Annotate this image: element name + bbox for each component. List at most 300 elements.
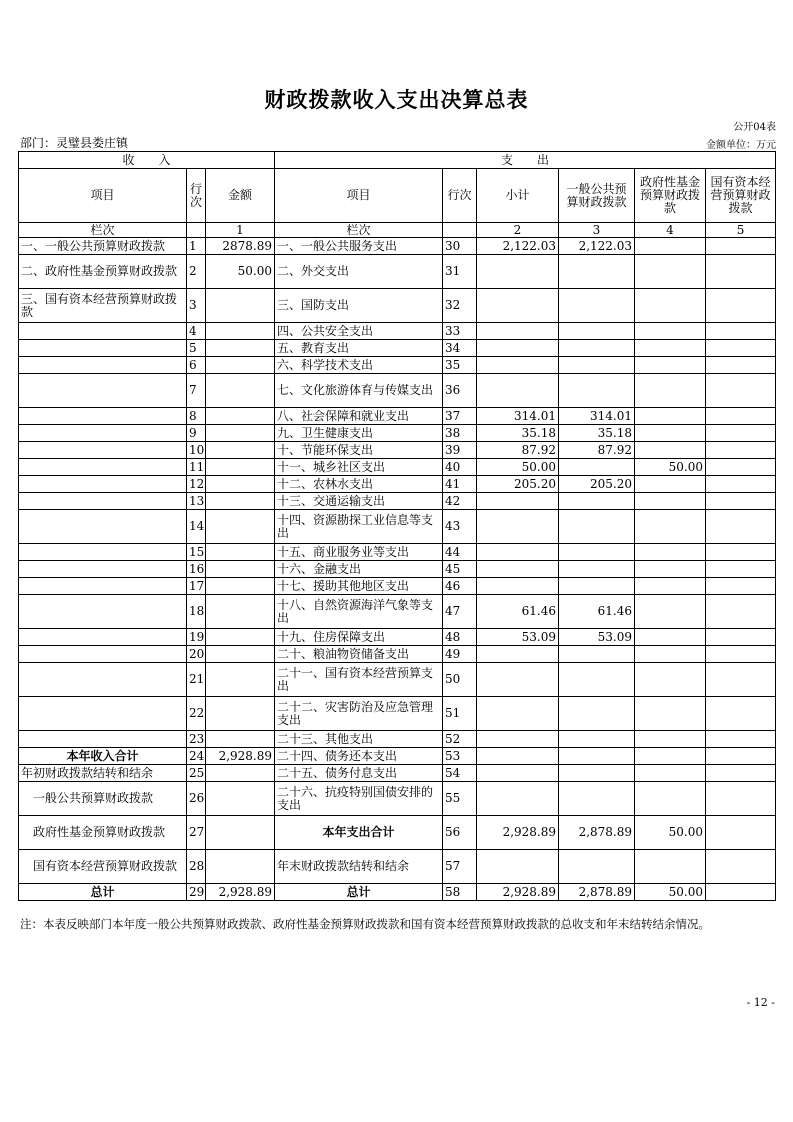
expense-item: 二、外交支出 [275, 255, 443, 289]
income-item [19, 374, 187, 408]
gov-fund-amount [635, 442, 706, 459]
income-amount [206, 340, 275, 357]
general-budget-amount [559, 459, 635, 476]
expense-line: 39 [443, 442, 477, 459]
state-capital-amount [706, 357, 776, 374]
table-row [19, 595, 776, 629]
expense-line: 43 [443, 510, 477, 544]
income-line: 4 [187, 323, 206, 340]
department-label: 部门：灵璧县娄庄镇 [20, 136, 129, 150]
expense-line: 54 [443, 765, 477, 782]
gov-fund-amount [635, 578, 706, 595]
gov-fund-amount: 50.00 [635, 816, 706, 850]
expense-line: 41 [443, 476, 477, 493]
expense-line: 40 [443, 459, 477, 476]
gov-fund-amount [635, 765, 706, 782]
general-budget-amount: 61.46 [559, 595, 635, 629]
table-row [19, 748, 776, 765]
expense-item: 二十六、抗疫特别国债安排的支出 [275, 782, 443, 816]
gov-fund-amount [635, 561, 706, 578]
expense-line: 32 [443, 289, 477, 323]
column-no-5: 5 [706, 223, 776, 238]
income-item [19, 663, 187, 697]
income-line: 27 [187, 816, 206, 850]
table-row [19, 816, 776, 850]
gov-fund-amount [635, 646, 706, 663]
subtotal-amount [477, 255, 559, 289]
expense-header: 支 出 [275, 152, 776, 169]
income-line: 16 [187, 561, 206, 578]
gov-fund-amount [635, 663, 706, 697]
expense-item: 二十三、其他支出 [275, 731, 443, 748]
income-line-header: 行次 [187, 169, 206, 223]
income-amount: 50.00 [206, 255, 275, 289]
general-budget-amount [559, 782, 635, 816]
expense-item: 十四、资源勘探工业信息等支出 [275, 510, 443, 544]
page-number: - 12 - [746, 996, 775, 1009]
gov-fund-amount [635, 731, 706, 748]
subtotal-amount [477, 663, 559, 697]
income-line: 19 [187, 629, 206, 646]
income-item [19, 323, 187, 340]
subtotal-amount: 205.20 [477, 476, 559, 493]
expense-item: 十二、农林水支出 [275, 476, 443, 493]
income-amount [206, 408, 275, 425]
gov-fund-amount [635, 850, 706, 884]
gov-fund-amount: 50.00 [635, 884, 706, 901]
table-row [19, 765, 776, 782]
income-amount [206, 782, 275, 816]
expense-item: 五、教育支出 [275, 340, 443, 357]
table-row [19, 629, 776, 646]
table-row [19, 340, 776, 357]
general-budget-amount [559, 765, 635, 782]
subtotal-amount: 35.18 [477, 425, 559, 442]
expense-item: 七、文化旅游体育与传媒支出 [275, 374, 443, 408]
expense-item: 十、节能环保支出 [275, 442, 443, 459]
expense-line: 47 [443, 595, 477, 629]
expense-item: 年末财政拨款结转和结余 [275, 850, 443, 884]
general-budget-amount [559, 374, 635, 408]
income-item: 总计 [19, 884, 187, 901]
expense-item: 总计 [275, 884, 443, 901]
subtotal-amount [477, 323, 559, 340]
state-capital-amount [706, 663, 776, 697]
table-row [19, 238, 776, 255]
subtotal-amount [477, 374, 559, 408]
general-budget-amount [559, 663, 635, 697]
subtotal-amount [477, 765, 559, 782]
state-capital-amount [706, 731, 776, 748]
income-amount [206, 850, 275, 884]
subtotal-amount [477, 544, 559, 561]
income-item [19, 629, 187, 646]
income-amount [206, 561, 275, 578]
expense-line: 36 [443, 374, 477, 408]
income-line: 8 [187, 408, 206, 425]
income-item [19, 544, 187, 561]
table-row [19, 374, 776, 408]
income-line: 22 [187, 697, 206, 731]
general-budget-amount [559, 561, 635, 578]
income-line: 11 [187, 459, 206, 476]
state-capital-amount [706, 561, 776, 578]
income-amount [206, 459, 275, 476]
expense-line: 31 [443, 255, 477, 289]
table-row [19, 357, 776, 374]
subtotal-amount [477, 731, 559, 748]
income-line: 15 [187, 544, 206, 561]
subtotal-amount [477, 510, 559, 544]
expense-line: 50 [443, 663, 477, 697]
income-item: 国有资本经营预算财政拨款 [19, 850, 187, 884]
gov-fund-amount [635, 697, 706, 731]
subtotal-amount: 2,928.89 [477, 884, 559, 901]
gov-fund-amount [635, 595, 706, 629]
income-line: 24 [187, 748, 206, 765]
expense-item: 本年支出合计 [275, 816, 443, 850]
gov-fund-amount [635, 510, 706, 544]
income-amount [206, 544, 275, 561]
income-amount [206, 510, 275, 544]
income-item [19, 357, 187, 374]
gov-fund-amount [635, 493, 706, 510]
form-number: 公开04表 [733, 122, 776, 133]
expense-line: 42 [443, 493, 477, 510]
table-row [19, 646, 776, 663]
unit-label: 金额单位：万元 [706, 140, 776, 151]
expense-item: 二十二、灾害防治及应急管理支出 [275, 697, 443, 731]
subtotal-amount [477, 748, 559, 765]
income-line: 21 [187, 663, 206, 697]
state-capital-amount [706, 374, 776, 408]
column-no-2: 2 [477, 223, 559, 238]
expense-item: 一、一般公共服务支出 [275, 238, 443, 255]
table-note: 注：本表反映部门本年度一般公共预算财政拨款、政府性基金预算财政拨款和国有资本经营预算财政拨款的总收支和年末结转结余情况。 [20, 917, 710, 931]
state-capital-amount [706, 476, 776, 493]
income-amount [206, 442, 275, 459]
gov-fund-amount [635, 323, 706, 340]
table-row [19, 408, 776, 425]
general-budget-header: 一般公共预算财政拨款 [559, 169, 635, 223]
table-row [19, 697, 776, 731]
income-item: 年初财政拨款结转和结余 [19, 765, 187, 782]
column-no-1: 1 [206, 223, 275, 238]
income-line: 2 [187, 255, 206, 289]
income-line: 14 [187, 510, 206, 544]
income-amount-header: 金额 [206, 169, 275, 223]
income-line: 26 [187, 782, 206, 816]
expense-item: 十六、金融支出 [275, 561, 443, 578]
general-budget-amount [559, 850, 635, 884]
table-row [19, 442, 776, 459]
general-budget-amount [559, 255, 635, 289]
gov-fund-amount [635, 782, 706, 816]
subtotal-amount: 50.00 [477, 459, 559, 476]
column-no-4: 4 [635, 223, 706, 238]
income-item [19, 493, 187, 510]
general-budget-amount [559, 340, 635, 357]
subtotal-amount [477, 850, 559, 884]
subtotal-amount [477, 357, 559, 374]
expense-line: 33 [443, 323, 477, 340]
state-capital-amount [706, 408, 776, 425]
general-budget-amount [559, 323, 635, 340]
subtotal-amount: 61.46 [477, 595, 559, 629]
income-item [19, 408, 187, 425]
income-item: 一般公共预算财政拨款 [19, 782, 187, 816]
income-amount [206, 646, 275, 663]
income-header: 收 入 [19, 152, 275, 169]
gov-fund-amount [635, 748, 706, 765]
page-title: 财政拨款收入支出决算总表 [264, 87, 529, 112]
income-item: 一、一般公共预算财政拨款 [19, 238, 187, 255]
expense-line: 57 [443, 850, 477, 884]
income-amount [206, 765, 275, 782]
expense-line: 46 [443, 578, 477, 595]
table-row [19, 578, 776, 595]
income-item: 三、国有资本经营预算财政拨款 [19, 289, 187, 323]
expense-line: 35 [443, 357, 477, 374]
expense-item: 十五、商业服务业等支出 [275, 544, 443, 561]
general-budget-amount: 2,878.89 [559, 884, 635, 901]
income-item: 政府性基金预算财政拨款 [19, 816, 187, 850]
income-line: 18 [187, 595, 206, 629]
income-amount [206, 476, 275, 493]
income-line: 20 [187, 646, 206, 663]
income-line: 7 [187, 374, 206, 408]
income-line: 23 [187, 731, 206, 748]
general-budget-amount: 205.20 [559, 476, 635, 493]
income-item [19, 697, 187, 731]
income-line: 17 [187, 578, 206, 595]
expense-line: 53 [443, 748, 477, 765]
expense-item: 二十一、国有资本经营预算支出 [275, 663, 443, 697]
general-budget-amount [559, 646, 635, 663]
expense-line: 52 [443, 731, 477, 748]
general-budget-amount [559, 748, 635, 765]
income-amount [206, 663, 275, 697]
general-budget-amount [559, 544, 635, 561]
expense-line: 44 [443, 544, 477, 561]
expense-line: 58 [443, 884, 477, 901]
subtotal-amount [477, 782, 559, 816]
table-row [19, 323, 776, 340]
subtotal-amount: 87.92 [477, 442, 559, 459]
income-amount [206, 731, 275, 748]
gov-fund-amount [635, 255, 706, 289]
expense-line: 49 [443, 646, 477, 663]
income-amount [206, 697, 275, 731]
state-capital-amount [706, 289, 776, 323]
gov-fund-amount [635, 289, 706, 323]
column-no-3: 3 [559, 223, 635, 238]
subtotal-amount [477, 493, 559, 510]
gov-fund-amount [635, 238, 706, 255]
state-capital-amount [706, 442, 776, 459]
state-capital-header: 国有资本经营预算财政拨款 [706, 169, 776, 223]
state-capital-amount [706, 850, 776, 884]
general-budget-amount: 87.92 [559, 442, 635, 459]
income-amount [206, 816, 275, 850]
income-line: 3 [187, 289, 206, 323]
income-amount [206, 289, 275, 323]
state-capital-amount [706, 425, 776, 442]
table-row [19, 731, 776, 748]
expense-line-header: 行次 [443, 169, 477, 223]
income-item [19, 578, 187, 595]
income-item [19, 442, 187, 459]
state-capital-amount [706, 884, 776, 901]
state-capital-amount [706, 255, 776, 289]
general-budget-amount [559, 493, 635, 510]
income-amount [206, 374, 275, 408]
income-amount [206, 578, 275, 595]
gov-fund-header: 政府性基金预算财政拨款 [635, 169, 706, 223]
expense-line: 55 [443, 782, 477, 816]
state-capital-amount [706, 493, 776, 510]
expense-item: 十七、援助其他地区支出 [275, 578, 443, 595]
general-budget-amount [559, 357, 635, 374]
general-budget-amount: 2,878.89 [559, 816, 635, 850]
general-budget-amount: 35.18 [559, 425, 635, 442]
general-budget-amount: 2,122.03 [559, 238, 635, 255]
state-capital-amount [706, 646, 776, 663]
table-row [19, 510, 776, 544]
table-row [19, 255, 776, 289]
expense-item: 八、社会保障和就业支出 [275, 408, 443, 425]
state-capital-amount [706, 748, 776, 765]
income-line: 6 [187, 357, 206, 374]
subtotal-amount [477, 289, 559, 323]
subtotal-header: 小计 [477, 169, 559, 223]
income-item [19, 731, 187, 748]
gov-fund-amount [635, 357, 706, 374]
state-capital-amount [706, 510, 776, 544]
income-amount [206, 323, 275, 340]
expense-item: 二十五、债务付息支出 [275, 765, 443, 782]
general-budget-amount [559, 510, 635, 544]
table-row [19, 476, 776, 493]
expense-item: 二十四、债务还本支出 [275, 748, 443, 765]
budget-summary-table [18, 151, 776, 901]
expense-item-header: 项目 [275, 169, 443, 223]
table-row [19, 459, 776, 476]
expense-line: 30 [443, 238, 477, 255]
income-item [19, 561, 187, 578]
table-row [19, 850, 776, 884]
subtotal-amount [477, 561, 559, 578]
state-capital-amount [706, 765, 776, 782]
table-row [19, 425, 776, 442]
expense-item: 十八、自然资源海洋气象等支出 [275, 595, 443, 629]
table-row [19, 663, 776, 697]
income-line: 5 [187, 340, 206, 357]
income-item [19, 595, 187, 629]
expense-item: 十一、城乡社区支出 [275, 459, 443, 476]
general-budget-amount [559, 697, 635, 731]
expense-item: 三、国防支出 [275, 289, 443, 323]
income-amount: 2,928.89 [206, 884, 275, 901]
expense-item: 四、公共安全支出 [275, 323, 443, 340]
income-item [19, 340, 187, 357]
column-no-label: 栏次 [275, 223, 443, 238]
expense-line: 34 [443, 340, 477, 357]
subtotal-amount [477, 697, 559, 731]
income-amount: 2,928.89 [206, 748, 275, 765]
income-line: 28 [187, 850, 206, 884]
income-item: 二、政府性基金预算财政拨款 [19, 255, 187, 289]
income-amount [206, 493, 275, 510]
income-amount [206, 425, 275, 442]
column-no-label: 栏次 [19, 223, 187, 238]
state-capital-amount [706, 544, 776, 561]
income-item-header: 项目 [19, 169, 187, 223]
income-line: 12 [187, 476, 206, 493]
income-amount: 2878.89 [206, 238, 275, 255]
subtotal-amount: 2,122.03 [477, 238, 559, 255]
table-row [19, 561, 776, 578]
income-item: 本年收入合计 [19, 748, 187, 765]
subtotal-amount: 2,928.89 [477, 816, 559, 850]
subtotal-amount [477, 340, 559, 357]
expense-line: 51 [443, 697, 477, 731]
state-capital-amount [706, 697, 776, 731]
state-capital-amount [706, 629, 776, 646]
table-row [19, 782, 776, 816]
income-amount [206, 629, 275, 646]
income-amount [206, 357, 275, 374]
table-row [19, 544, 776, 561]
income-item [19, 510, 187, 544]
expense-line: 48 [443, 629, 477, 646]
gov-fund-amount [635, 374, 706, 408]
subtotal-amount: 53.09 [477, 629, 559, 646]
expense-item: 六、科学技术支出 [275, 357, 443, 374]
gov-fund-amount [635, 629, 706, 646]
table-row [19, 493, 776, 510]
state-capital-amount [706, 782, 776, 816]
state-capital-amount [706, 595, 776, 629]
gov-fund-amount [635, 544, 706, 561]
expense-line: 45 [443, 561, 477, 578]
state-capital-amount [706, 816, 776, 850]
state-capital-amount [706, 340, 776, 357]
income-line: 25 [187, 765, 206, 782]
gov-fund-amount: 50.00 [635, 459, 706, 476]
income-item [19, 646, 187, 663]
expense-line: 37 [443, 408, 477, 425]
expense-item: 十三、交通运输支出 [275, 493, 443, 510]
state-capital-amount [706, 578, 776, 595]
expense-item: 二十、粮油物资储备支出 [275, 646, 443, 663]
expense-item: 九、卫生健康支出 [275, 425, 443, 442]
income-line: 10 [187, 442, 206, 459]
income-item [19, 459, 187, 476]
income-line: 9 [187, 425, 206, 442]
subtotal-amount [477, 646, 559, 663]
expense-line: 38 [443, 425, 477, 442]
subtotal-amount [477, 578, 559, 595]
income-line: 29 [187, 884, 206, 901]
gov-fund-amount [635, 408, 706, 425]
general-budget-amount [559, 289, 635, 323]
income-line: 1 [187, 238, 206, 255]
gov-fund-amount [635, 425, 706, 442]
table-row [19, 289, 776, 323]
general-budget-amount [559, 578, 635, 595]
subtotal-amount: 314.01 [477, 408, 559, 425]
